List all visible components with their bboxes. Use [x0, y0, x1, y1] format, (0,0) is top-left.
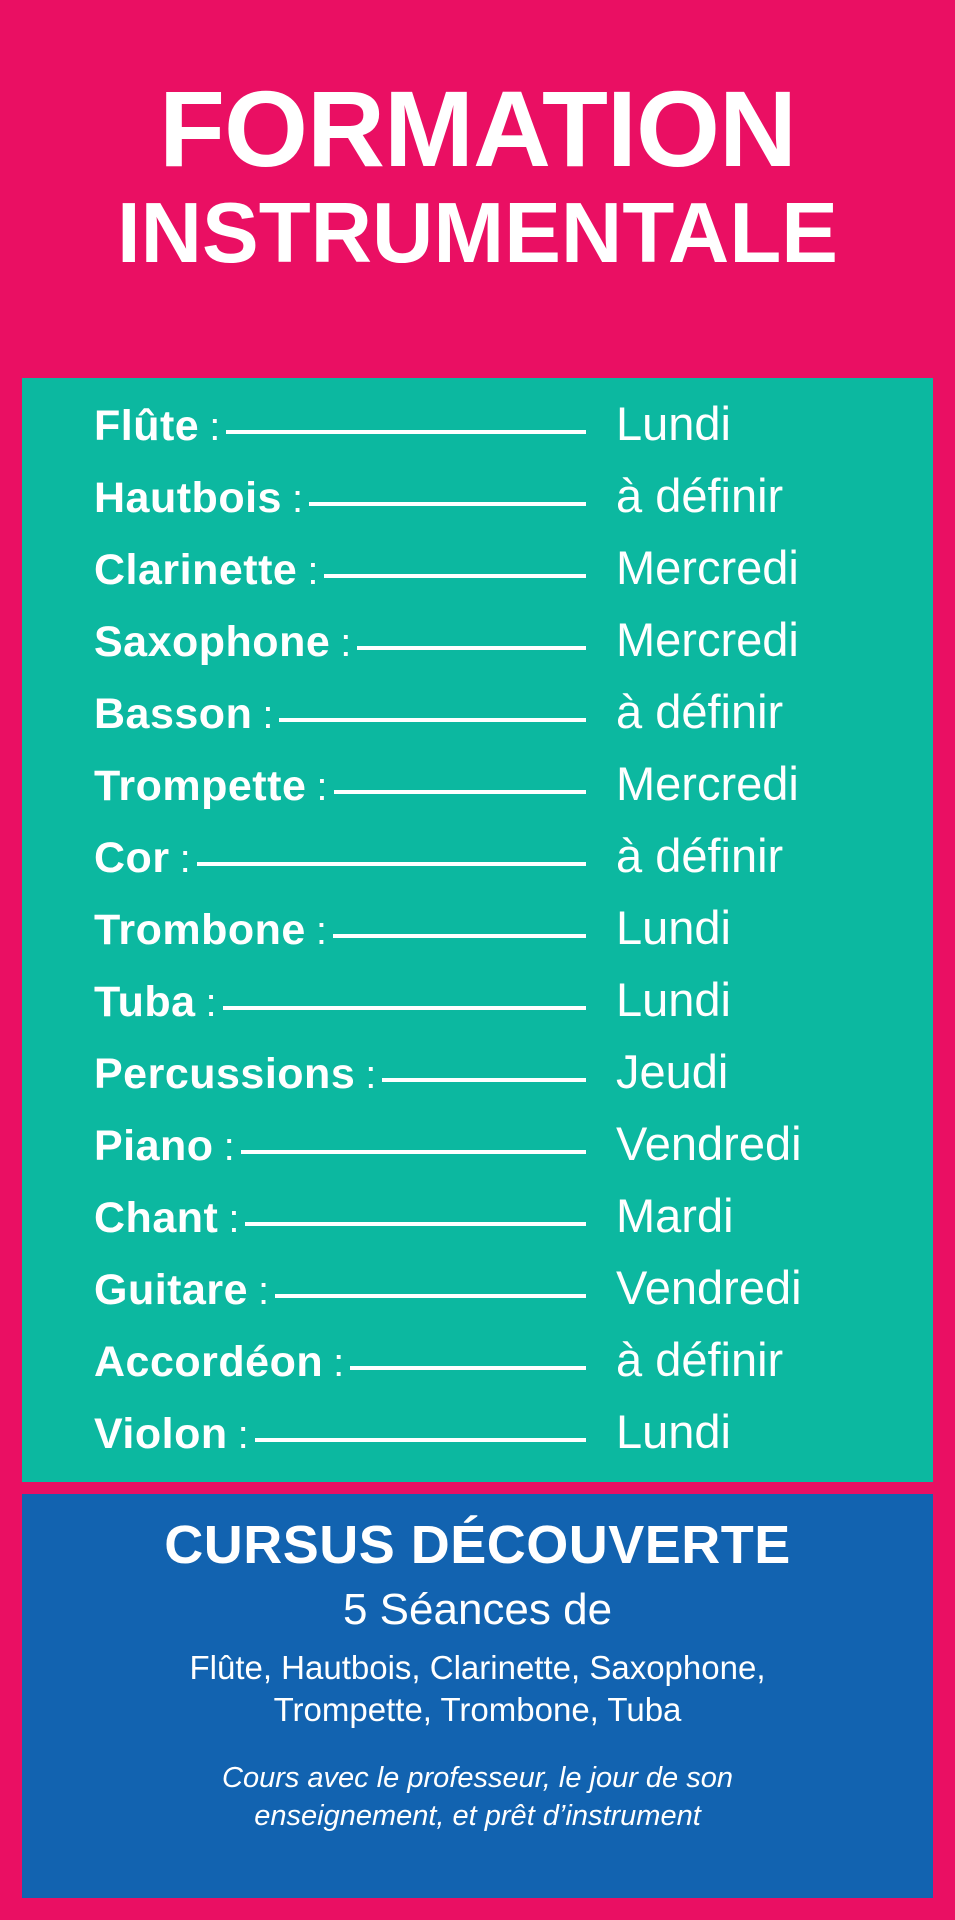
- instrument-block: [94, 1194, 586, 1243]
- cursus-instruments: [52, 1647, 903, 1730]
- schedule-row: [22, 1116, 933, 1188]
- day-label: Lundi: [616, 901, 731, 954]
- instrument-block: [94, 1266, 586, 1315]
- page-title-line-2: INSTRUMENTALE: [117, 185, 838, 281]
- day-label: Mardi: [616, 1189, 734, 1242]
- instrument-block: [94, 546, 586, 595]
- separator-colon: :: [365, 1053, 377, 1097]
- day-label: Mercredi: [616, 541, 799, 594]
- instrument-block: [94, 834, 586, 883]
- separator-colon: :: [262, 693, 274, 737]
- day-label: Mercredi: [616, 613, 799, 666]
- instrument-block: [94, 1338, 586, 1387]
- schedule-row: [22, 612, 933, 684]
- page-title-line-1: FORMATION: [159, 68, 796, 189]
- instrument-label: Clarinette: [94, 546, 298, 594]
- separator-colon: :: [228, 1197, 240, 1241]
- schedule-row: [22, 396, 933, 468]
- instrument-block: [94, 762, 586, 811]
- blank-write-line[interactable]: [382, 1078, 586, 1082]
- instrument-block: [94, 1410, 586, 1459]
- separator-colon: :: [237, 1413, 249, 1457]
- instrument-label: Tuba: [94, 978, 196, 1026]
- separator-colon: :: [209, 405, 221, 449]
- blank-write-line[interactable]: [197, 862, 586, 866]
- instrument-block: [94, 690, 586, 739]
- separator-colon: :: [340, 621, 352, 665]
- day-label: Vendredi: [616, 1261, 802, 1314]
- cursus-note-line-1: Cours avec le professeur, le jour de son: [222, 1761, 733, 1794]
- blank-write-line[interactable]: [275, 1294, 586, 1298]
- blank-write-line[interactable]: [255, 1438, 586, 1442]
- instrument-label: Percussions: [94, 1050, 356, 1098]
- instrument-label: Trombone: [94, 906, 306, 954]
- blank-write-line[interactable]: [309, 502, 586, 506]
- instrument-label: Accordéon: [94, 1338, 324, 1386]
- schedule-row: [22, 972, 933, 1044]
- instrument-block: [94, 1122, 586, 1171]
- blank-write-line[interactable]: [245, 1222, 586, 1226]
- poster-header: [0, 0, 955, 281]
- separator-colon: :: [307, 549, 319, 593]
- day-label: à définir: [616, 469, 784, 522]
- instrument-block: [94, 906, 586, 955]
- cursus-subtitle: 5 Séances de: [342, 1585, 613, 1635]
- instrument-label: Basson: [94, 690, 253, 738]
- schedule-row: [22, 756, 933, 828]
- blank-write-line[interactable]: [324, 574, 586, 578]
- instrument-label: Cor: [94, 834, 170, 882]
- instrument-label: Piano: [94, 1122, 214, 1170]
- blank-write-line[interactable]: [226, 430, 586, 434]
- day-label: Lundi: [616, 1405, 731, 1458]
- separator-colon: :: [258, 1269, 270, 1313]
- schedule-row: [22, 1044, 933, 1116]
- day-label: Jeudi: [616, 1045, 729, 1098]
- schedule-row: [22, 900, 933, 972]
- cursus-title: CURSUS DÉCOUVERTE: [164, 1515, 791, 1575]
- schedule-row: [22, 540, 933, 612]
- separator-colon: :: [223, 1125, 235, 1169]
- blank-write-line[interactable]: [223, 1006, 586, 1010]
- blank-write-line[interactable]: [279, 718, 586, 722]
- day-label: à définir: [616, 685, 784, 738]
- schedule-row: [22, 1260, 933, 1332]
- instrument-block: [94, 402, 586, 451]
- instrument-label: Hautbois: [94, 474, 282, 522]
- instrument-block: [94, 618, 586, 667]
- instrument-label: Chant: [94, 1194, 219, 1242]
- cursus-panel: [22, 1494, 933, 1898]
- separator-colon: :: [333, 1341, 345, 1385]
- blank-write-line[interactable]: [334, 790, 587, 794]
- cursus-note-line-2: enseignement, et prêt d’instrument: [254, 1799, 701, 1832]
- cursus-instruments-line-1: Flûte, Hautbois, Clarinette, Saxophone,: [189, 1649, 766, 1687]
- separator-colon: :: [315, 909, 327, 953]
- day-label: Lundi: [616, 397, 731, 450]
- blank-write-line[interactable]: [333, 934, 586, 938]
- schedule-panel: [22, 378, 933, 1482]
- instrument-block: [94, 474, 586, 523]
- cursus-instruments-line-2: Trompette, Trombone, Tuba: [273, 1690, 682, 1728]
- instrument-block: [94, 1050, 586, 1099]
- day-label: Vendredi: [616, 1117, 802, 1170]
- separator-colon: :: [205, 981, 217, 1025]
- day-label: Mercredi: [616, 757, 799, 810]
- blank-write-line[interactable]: [350, 1366, 586, 1370]
- schedule-row: [22, 1404, 933, 1476]
- schedule-row: [22, 828, 933, 900]
- schedule-row: [22, 1332, 933, 1404]
- cursus-note: [52, 1760, 903, 1835]
- blank-write-line[interactable]: [357, 646, 586, 650]
- separator-colon: :: [179, 837, 191, 881]
- instrument-label: Saxophone: [94, 618, 331, 666]
- day-label: à définir: [616, 1333, 784, 1386]
- instrument-label: Guitare: [94, 1266, 249, 1314]
- day-label: Lundi: [616, 973, 731, 1026]
- blank-write-line[interactable]: [241, 1150, 586, 1154]
- schedule-row: [22, 684, 933, 756]
- separator-colon: :: [316, 765, 328, 809]
- instrument-label: Violon: [94, 1410, 228, 1458]
- separator-colon: :: [291, 477, 304, 521]
- schedule-row: [22, 468, 933, 540]
- schedule-row: [22, 1188, 933, 1260]
- instrument-label: Trompette: [94, 762, 307, 810]
- day-label: à définir: [616, 829, 784, 882]
- instrument-block: [94, 978, 586, 1027]
- instrument-label: Flûte: [94, 402, 200, 450]
